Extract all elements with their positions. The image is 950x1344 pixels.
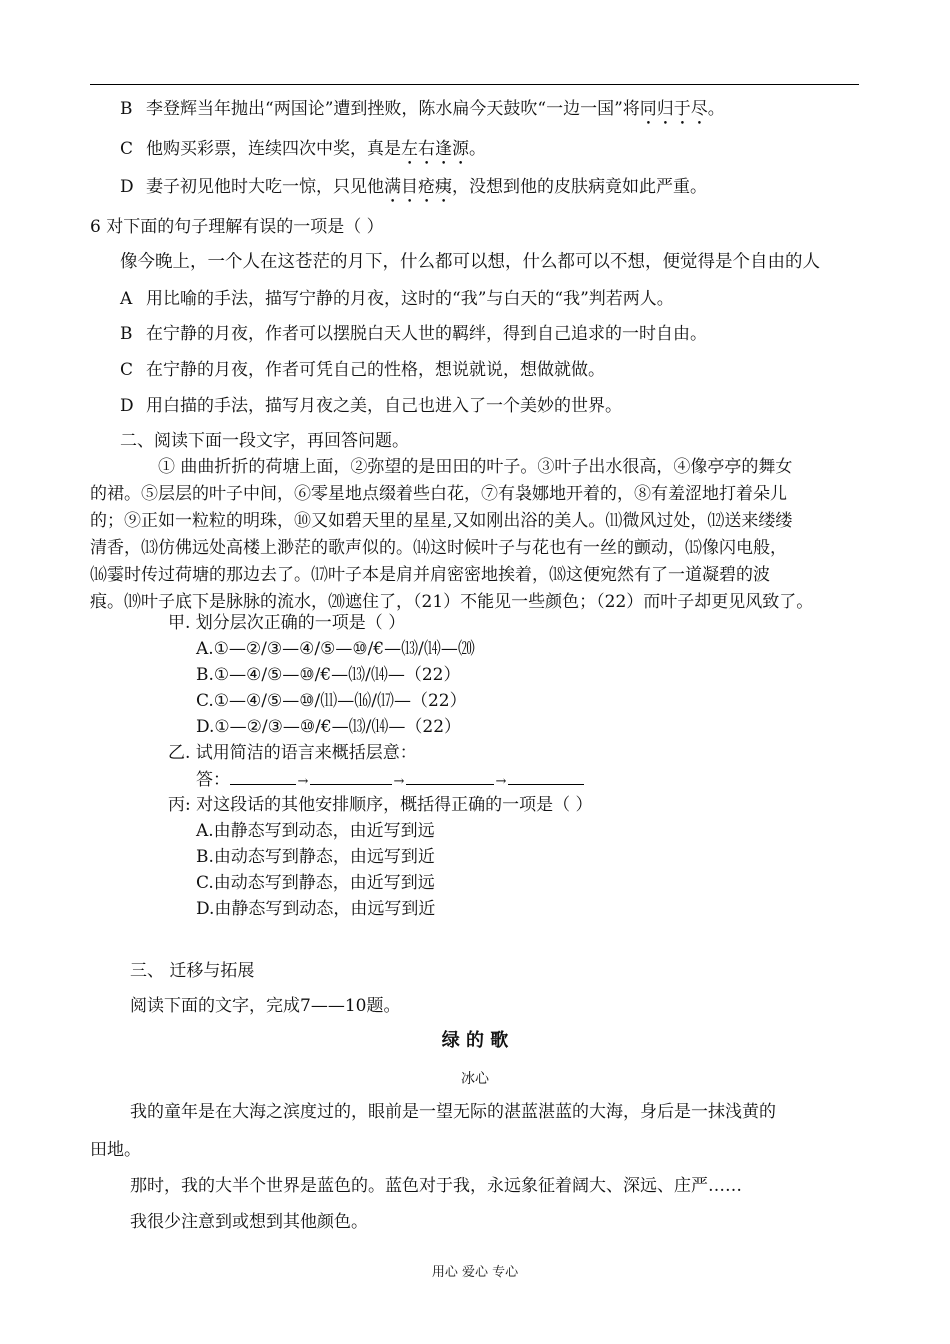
option-letter: D bbox=[120, 177, 134, 197]
answer-blank-3[interactable] bbox=[406, 768, 494, 785]
bing-option-b: B.由动态写到静态，由远写到近 bbox=[196, 847, 435, 867]
q5-option-d bbox=[120, 176, 707, 207]
question-yi: 乙. 试用简洁的语言来概括层意： bbox=[168, 743, 417, 763]
section2-heading: 二、阅读下面一段文字，再回答问题。 bbox=[120, 431, 409, 451]
passage-paragraph: 我的童年是在大海之滨度过的，眼前是一望无际的湛蓝湛蓝的大海，身后是一抹浅黄的 bbox=[130, 1102, 776, 1122]
q6-sentence: 像今晚上，一个人在这苍茫的月下，什么都可以想，什么都可以不想，便觉得是个自由的人 bbox=[120, 252, 820, 272]
option-text: 李登辉当年抛出“两国论”遭到挫败，陈水扁今天鼓吹“一边一国”将 bbox=[146, 99, 640, 119]
emphasized-phrase: 同归于尽 bbox=[639, 99, 708, 119]
option-text-end: ，没想到他的皮肤病竟如此严重。 bbox=[452, 177, 707, 197]
q6-option-d bbox=[120, 395, 622, 417]
bing-option-c: C.由动态写到静态，由近写到远 bbox=[196, 873, 435, 893]
q5-option-b bbox=[120, 98, 725, 129]
q6-option-b bbox=[120, 323, 707, 345]
option-text: 用白描的手法，描写月夜之美，自己也进入了一个美妙的世界。 bbox=[146, 396, 622, 416]
passage-line: 的；⑨正如一粒粒的明珠，⑩又如碧天里的星星,又如刚出浴的美人。⑾微风过处，⑿送来缕缕 bbox=[90, 511, 793, 531]
answer-label: 答： bbox=[196, 770, 230, 790]
q6-stem: 6 对下面的句子理解有误的一项是（ ） bbox=[90, 217, 384, 237]
option-text: 妻子初见他时大吃一惊，只见他 bbox=[146, 177, 384, 197]
arrow-icon: → bbox=[393, 774, 405, 789]
option-letter: C bbox=[120, 360, 134, 380]
passage-line: 的裙。⑤层层的叶子中间，⑥零星地点缀着些白花，⑦有袅娜地开着的，⑧有羞涩地打着朵儿 bbox=[90, 484, 787, 504]
option-letter: B bbox=[120, 324, 133, 344]
question-jia: 甲. 划分层次正确的一项是（ ） bbox=[168, 613, 406, 633]
answer-blank-2[interactable] bbox=[310, 768, 392, 785]
option-letter: B bbox=[120, 99, 133, 119]
option-text: 在宁静的月夜，作者可以摆脱白天人世的羁绊，得到自己追求的一时自由。 bbox=[146, 324, 707, 344]
section3-heading: 三、 迁移与拓展 bbox=[130, 961, 255, 981]
emphasized-phrase: 左右逢源 bbox=[401, 139, 469, 159]
passage-author: 冰心 bbox=[461, 1071, 489, 1087]
option-letter: C bbox=[120, 139, 134, 159]
passage-title: 绿 的 歌 bbox=[441, 1030, 509, 1051]
passage-line: ⒃霎时传过荷塘的那边去了。⒄叶子本是肩并肩密密地挨着，⒅这便宛然有了一道凝碧的波 bbox=[90, 565, 770, 585]
arrow-icon: → bbox=[495, 774, 507, 789]
q5-option-c bbox=[120, 138, 486, 169]
option-text-end: 。 bbox=[469, 139, 486, 159]
passage-paragraph: 那时，我的大半个世界是蓝色的。蓝色对于我，永远象征着阔大、深远、庄严…… bbox=[130, 1176, 742, 1196]
option-text-end: 。 bbox=[707, 99, 725, 119]
passage-line: 清香，⒀仿佛远处高楼上渺茫的歌声似的。⒁这时候叶子与花也有一丝的颤动，⒂像闪电般， bbox=[90, 538, 787, 558]
yi-answer-line bbox=[196, 768, 584, 793]
section3-instruction: 阅读下面的文字，完成7——10题。 bbox=[130, 996, 401, 1016]
q6-option-a bbox=[120, 288, 674, 310]
question-bing: 丙: 对这段话的其他安排顺序，概括得正确的一项是（ ） bbox=[168, 795, 593, 815]
bing-option-a: A.由静态写到动态，由近写到远 bbox=[196, 821, 435, 841]
jia-option-d: D.①—②/③—⑩/€—⒀/⒁—（22） bbox=[196, 717, 462, 737]
page-footer: 用心 爱心 专心 bbox=[431, 1265, 519, 1280]
option-text: 在宁静的月夜，作者可凭自己的性格，想说就说，想做就做。 bbox=[146, 360, 605, 380]
jia-option-b: B.①—④/⑤—⑩/€—⒀/⒁—（22） bbox=[196, 665, 461, 685]
bing-option-d: D.由静态写到动态，由远写到近 bbox=[196, 899, 436, 919]
option-letter: D bbox=[120, 396, 134, 416]
jia-option-a: A.①—②/③—④/⑤—⑩/€—⒀/⒁—⒇ bbox=[196, 639, 475, 659]
header-rule bbox=[90, 84, 859, 85]
passage-line: ① 曲曲折折的荷塘上面，②弥望的是田田的叶子。③叶子出水很高，④像亭亭的舞女 bbox=[158, 457, 793, 477]
option-letter: A bbox=[120, 289, 133, 309]
passage-line: 痕。⒆叶子底下是脉脉的流水，⒇遮住了，（21）不能见一些颜色；（22）而叶子却更见风致了。 bbox=[90, 592, 814, 612]
emphasized-phrase: 满目疮痍 bbox=[384, 177, 452, 197]
q6-option-c bbox=[120, 359, 605, 381]
option-text: 用比喻的手法，描写宁静的月夜，这时的“我”与白天的“我”判若两人。 bbox=[146, 289, 674, 309]
passage-paragraph-cont: 田地。 bbox=[90, 1140, 141, 1160]
arrow-icon: → bbox=[297, 774, 309, 789]
answer-blank-4[interactable] bbox=[508, 768, 584, 785]
passage-paragraph: 我很少注意到或想到其他颜色。 bbox=[130, 1212, 368, 1232]
jia-option-c: C.①—④/⑤—⑩/⑾—⒃/⒄—（22） bbox=[196, 691, 467, 711]
option-text: 他购买彩票，连续四次中奖，真是 bbox=[146, 139, 401, 159]
answer-blank-1[interactable] bbox=[230, 768, 296, 785]
